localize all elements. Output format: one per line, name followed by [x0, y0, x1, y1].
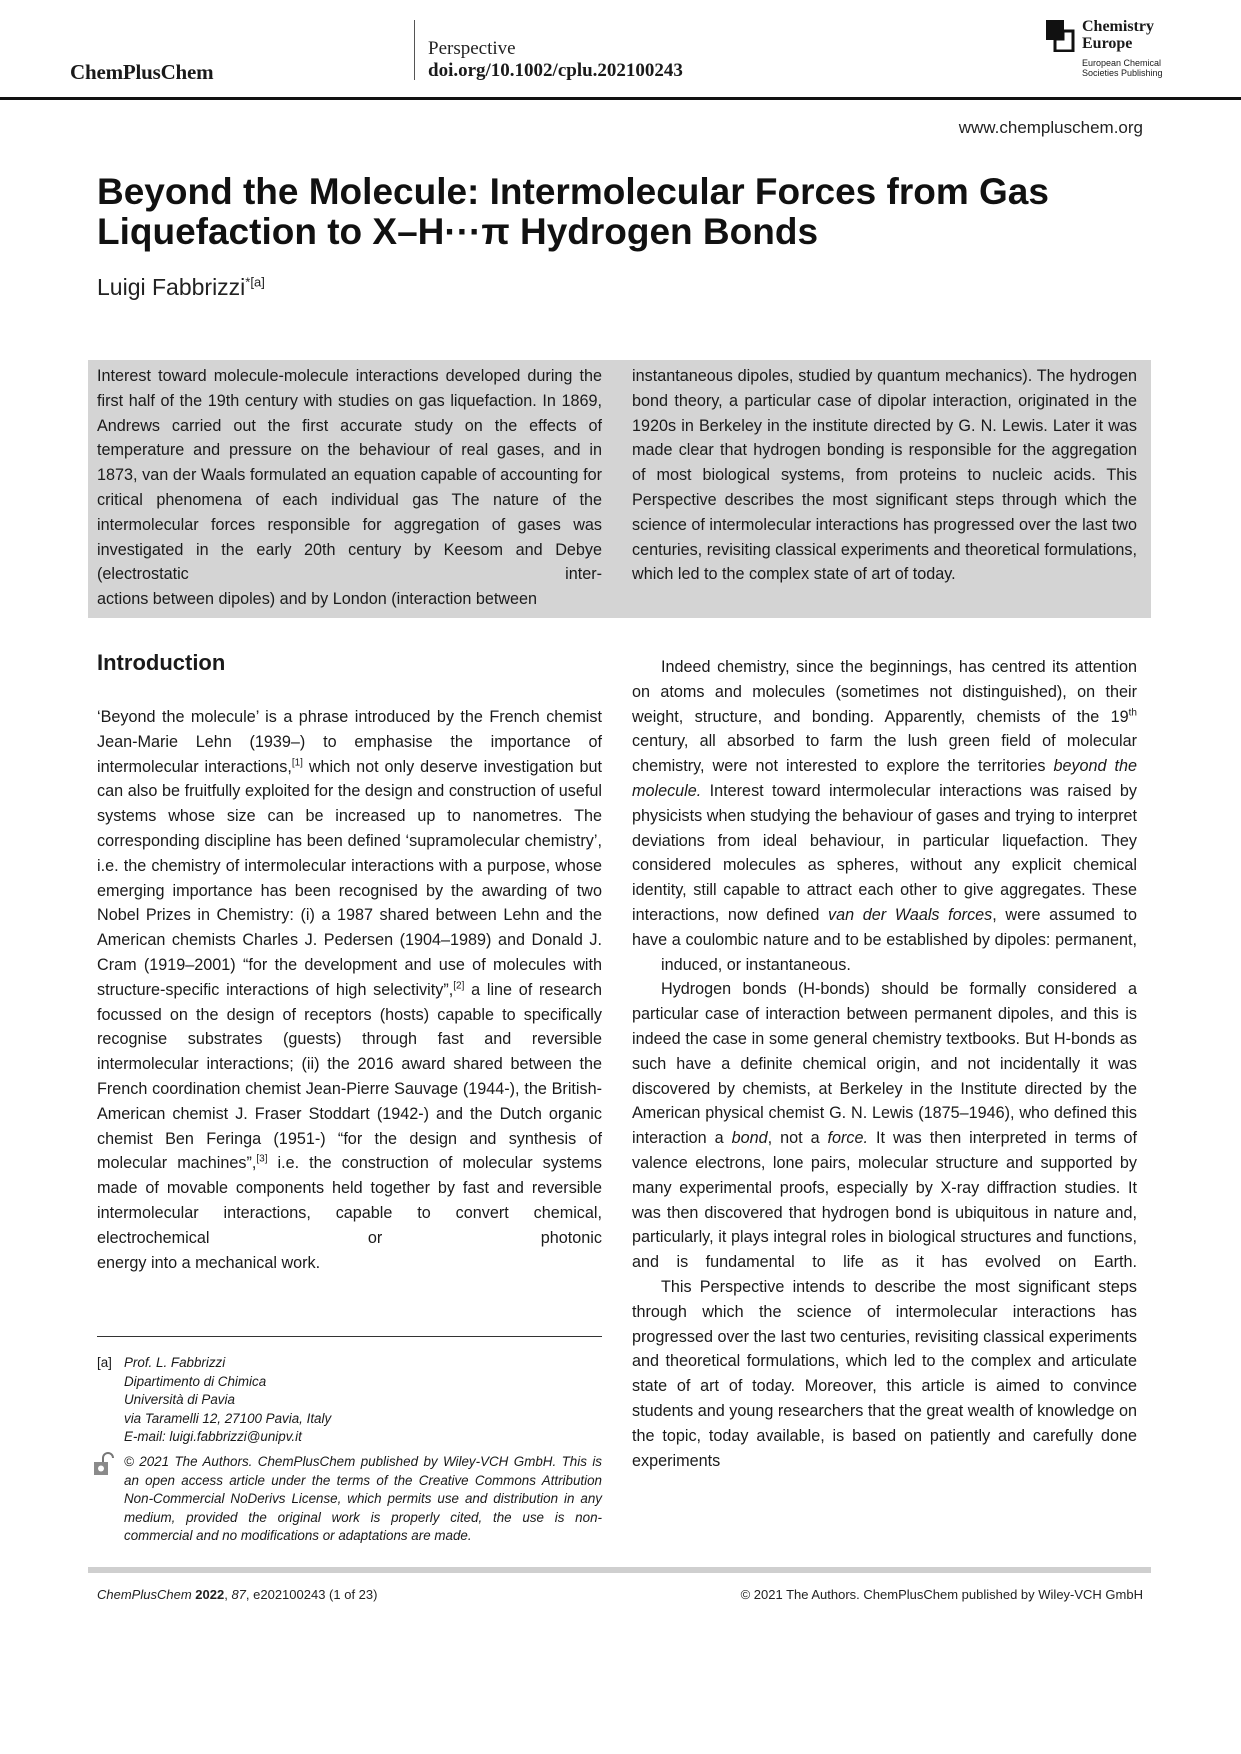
license-footnote: [124, 1453, 602, 1546]
p3-emphasis-1: bond: [731, 1129, 768, 1148]
affiliation-tag: [a]: [97, 1355, 112, 1370]
open-access-icon: [93, 1452, 115, 1476]
abstract-right-text: instantaneous dipoles, studied by quantum mechanics). The hydrogen bond theory, a particular case of dipolar interaction, originated in the 1920s in Berkeley in the institute directed by G. N. Lewis. Later it was made clear that hydrogen bonding is responsible for the aggregation of most biological systems, from proteins to nucleic acids. This Perspective describes the most significant steps through which the science of intermolecular interactions has progressed over the last two centuries, revisiting classical experiments and theoretical formulations,: [632, 367, 1137, 559]
p2-last-line: induced, or instantaneous.: [661, 955, 851, 974]
footnote-rule: [97, 1336, 602, 1337]
article-title-line-2: Liquefaction to X–H···π Hydrogen Bonds: [97, 211, 819, 252]
footer-volume: 87: [231, 1587, 246, 1602]
abstract-right-column: [632, 364, 1137, 587]
logo-subtext-1: European Chemical: [1082, 58, 1162, 68]
citation-ref-2[interactable]: [2]: [453, 980, 465, 992]
article-title-line-1: Beyond the Molecule: Intermolecular Forces from Gas: [97, 171, 1049, 212]
logo-text-europe: Europe: [1082, 35, 1133, 52]
doi-link[interactable]: doi.org/10.1002/cplu.202100243: [428, 60, 683, 81]
affiliation-line: Prof. L. Fabbrizzi: [124, 1355, 226, 1370]
footer-copyright: © 2021 The Authors. ChemPlusChem published by Wiley-VCH GmbH: [740, 1587, 1143, 1602]
footer-article-id: e202100243 (1 of 23): [253, 1587, 378, 1602]
footer-citation: ChemPlusChem 2022, 87, e202100243 (1 of 23): [97, 1587, 378, 1602]
p3-text-b: , not a: [767, 1129, 828, 1148]
header-rule: [0, 97, 1241, 100]
license-text: © 2021 The Authors. ChemPlusChem published by Wiley-VCH GmbH. This is an open access article under the terms of the Creative Commons Attribution Non-Commercial NoDerivs License, which permits use and distribution in any medium, provided the original work is properly cited, the use is non-: [124, 1454, 602, 1525]
license-last-line: commercial and no modifications or adaptations are made.: [124, 1528, 472, 1544]
intro-text-d: i.e. the construction of molecular systems made of movable components held together by fast and reversible intermolecular interactions, capable to convert chemical, electrochemical or photonic: [97, 1154, 602, 1247]
p2-text-d: , were assumed to have a coulombic nature and to be established by dipoles: permanent,: [632, 905, 1137, 949]
article-type: Perspective: [428, 38, 516, 59]
logo-text-chemistry: Chemistry: [1082, 18, 1154, 35]
article-title: [97, 172, 1157, 252]
chemistry-europe-logo: [1046, 18, 1176, 82]
footer-journal: ChemPlusChem: [97, 1587, 192, 1602]
p2-text-a: Indeed chemistry, since the beginnings, has centred its attention on atoms and molecules (sometimes not distinguished), on their weight, structure, and bonding. Apparently, chemists of the 19: [632, 658, 1137, 726]
header-divider: [414, 20, 415, 80]
body-paragraph-2: [632, 655, 1137, 977]
p3-text-a: Hydrogen bonds (H-bonds) should be formally considered a particular case of interaction between permanent dipoles, and this is indeed the case in some general chemistry textbooks. But H-bonds as such have a definite chemical origin, and not incidentally it was discovered by chemists, at Berkeley in the Institute directed by the American physical chemist G. N. Lewis (1875–1946), who defined this interaction a: [632, 980, 1137, 1148]
right-column-body: [632, 655, 1137, 1473]
intro-paragraph: [97, 705, 602, 1275]
citation-ref-1[interactable]: [1]: [291, 757, 303, 769]
p3-emphasis-2: force.: [827, 1129, 869, 1148]
abstract-right-last-line: which led to the complex state of art of today.: [632, 565, 956, 584]
body-paragraph-3: [632, 977, 1137, 1275]
affiliation-line: via Taramelli 12, 27100 Pavia, Italy: [124, 1410, 332, 1426]
intro-text-c: a line of research focussed on the design of receptors (hosts) capable to specifically recognise substrates (guests) through fast and reversible intermolecular interactions; (ii) the 2016 award shared between the French coordination chemist Jean-Pierre Sauvage (1944-), the British-American chemist J. Fraser Stoddart (1942-) and the Dutch organic chemist Ben Feringa (1951-) “for the design and synthesis of molecular machines”,: [97, 980, 602, 1173]
p2-emphasis-2: van der Waals forces: [828, 905, 993, 924]
footer-year: 2022: [195, 1587, 225, 1602]
abstract-left-column: [97, 364, 602, 612]
footer-bar: [88, 1567, 1151, 1573]
body-paragraph-4: This Perspective intends to describe the most significant steps through which the science of intermolecular interactions has progressed over the last two centuries, revisiting classical experiments and theoretical formulations, which led to the complex and articulate state of art of today. Moreover, this article is aimed to convince students and young researchers that the great wealth of knowledge on the topic, today available, is based on patiently and carefully done experiments: [632, 1277, 1137, 1470]
abstract-left-last-line: actions between dipoles) and by London (interaction between: [97, 590, 538, 609]
citation-ref-3[interactable]: [3]: [256, 1153, 268, 1165]
chemistry-europe-logo-icon: [1046, 20, 1076, 52]
p2-superscript-th: th: [1128, 707, 1137, 719]
p2-text-c: Interest toward intermolecular interactions was raised by physicists when studying the behaviour of gases and trying to interpret deviations from ideal behaviour, in particular liquefaction. They considered molecules as spheres, without any explicit chemical identity, still capable to attract each other to give aggregates. These interactions, now defined: [632, 781, 1137, 924]
affiliation-line: Università di Pavia: [124, 1392, 235, 1408]
p2-emphasis-1: beyond the molecule.: [632, 757, 1138, 800]
affiliation-line: Dipartimento di Chimica: [124, 1373, 267, 1389]
author-affiliation-mark: *[a]: [245, 274, 265, 290]
intro-text-a: ‘Beyond the molecule’ is a phrase introduced by the French chemist Jean-Marie Lehn (1939–) to emphasise the importance of intermolecular interactions,: [97, 708, 602, 776]
intro-text-b: which not only deserve investigation but can also be fruitfully exploited for the design and construction of useful systems whose size can be increased up to nanometres. The corresponding discipline has been defined ‘supramolecular chemistry’, i.e. the chemistry of intermolecular interactions with a purpose, whose emerging importance has been recognised by the awarding of two Nobel Prizes in Chemistry: (i) a 1987 shared between Lehn and the American chemists Charles J. Pedersen (1904–1989) and Donald J. Cram (1919–2001) “for the development and use of molecules with structure-specific interactions of high selectivity”,: [97, 757, 603, 999]
affiliation-footnote: [97, 1354, 607, 1447]
author-line: [97, 274, 265, 301]
intro-last-line: energy into a mechanical work.: [97, 1253, 321, 1272]
section-heading-introduction: Introduction: [97, 650, 226, 675]
journal-name: ChemPlusChem: [70, 60, 214, 84]
author-name: Luigi Fabbrizzi: [97, 274, 246, 300]
author-email[interactable]: E-mail: luigi.fabbrizzi@unipv.it: [124, 1429, 302, 1445]
p2-text-b: century, all absorbed to farm the lush green field of molecular chemistry, were not interested to explore the territories: [632, 732, 1137, 776]
logo-subtext-2: Societies Publishing: [1082, 68, 1163, 78]
abstract-left-text: Interest toward molecule-molecule interactions developed during the first half of the 19th century with studies on gas liquefaction. In 1869, Andrews carried out the first accurate study on the effects of temperature and pressure on the behaviour of real gases, and in 1873, van der Waals formulated an equation capable of accounting for critical phenomena of each individual gas The nature of the intermolecular forces responsible for aggregation of gases was investigated in the early 20th century by Keesom and Debye (electrostatic inter-: [97, 367, 602, 584]
p3-text-c: It was then interpreted in terms of valence electrons, lone pairs, molecular structure and supported by many experimental proofs, especially by X-ray diffraction studies. It was then discovered that hydrogen bond is ubiquitous in nature and, particularly, it plays integral roles in biological structures and functions, and is fundamental to life as it has evolved on Earth.: [632, 1129, 1138, 1272]
journal-website-link[interactable]: www.chempluschem.org: [958, 118, 1143, 137]
